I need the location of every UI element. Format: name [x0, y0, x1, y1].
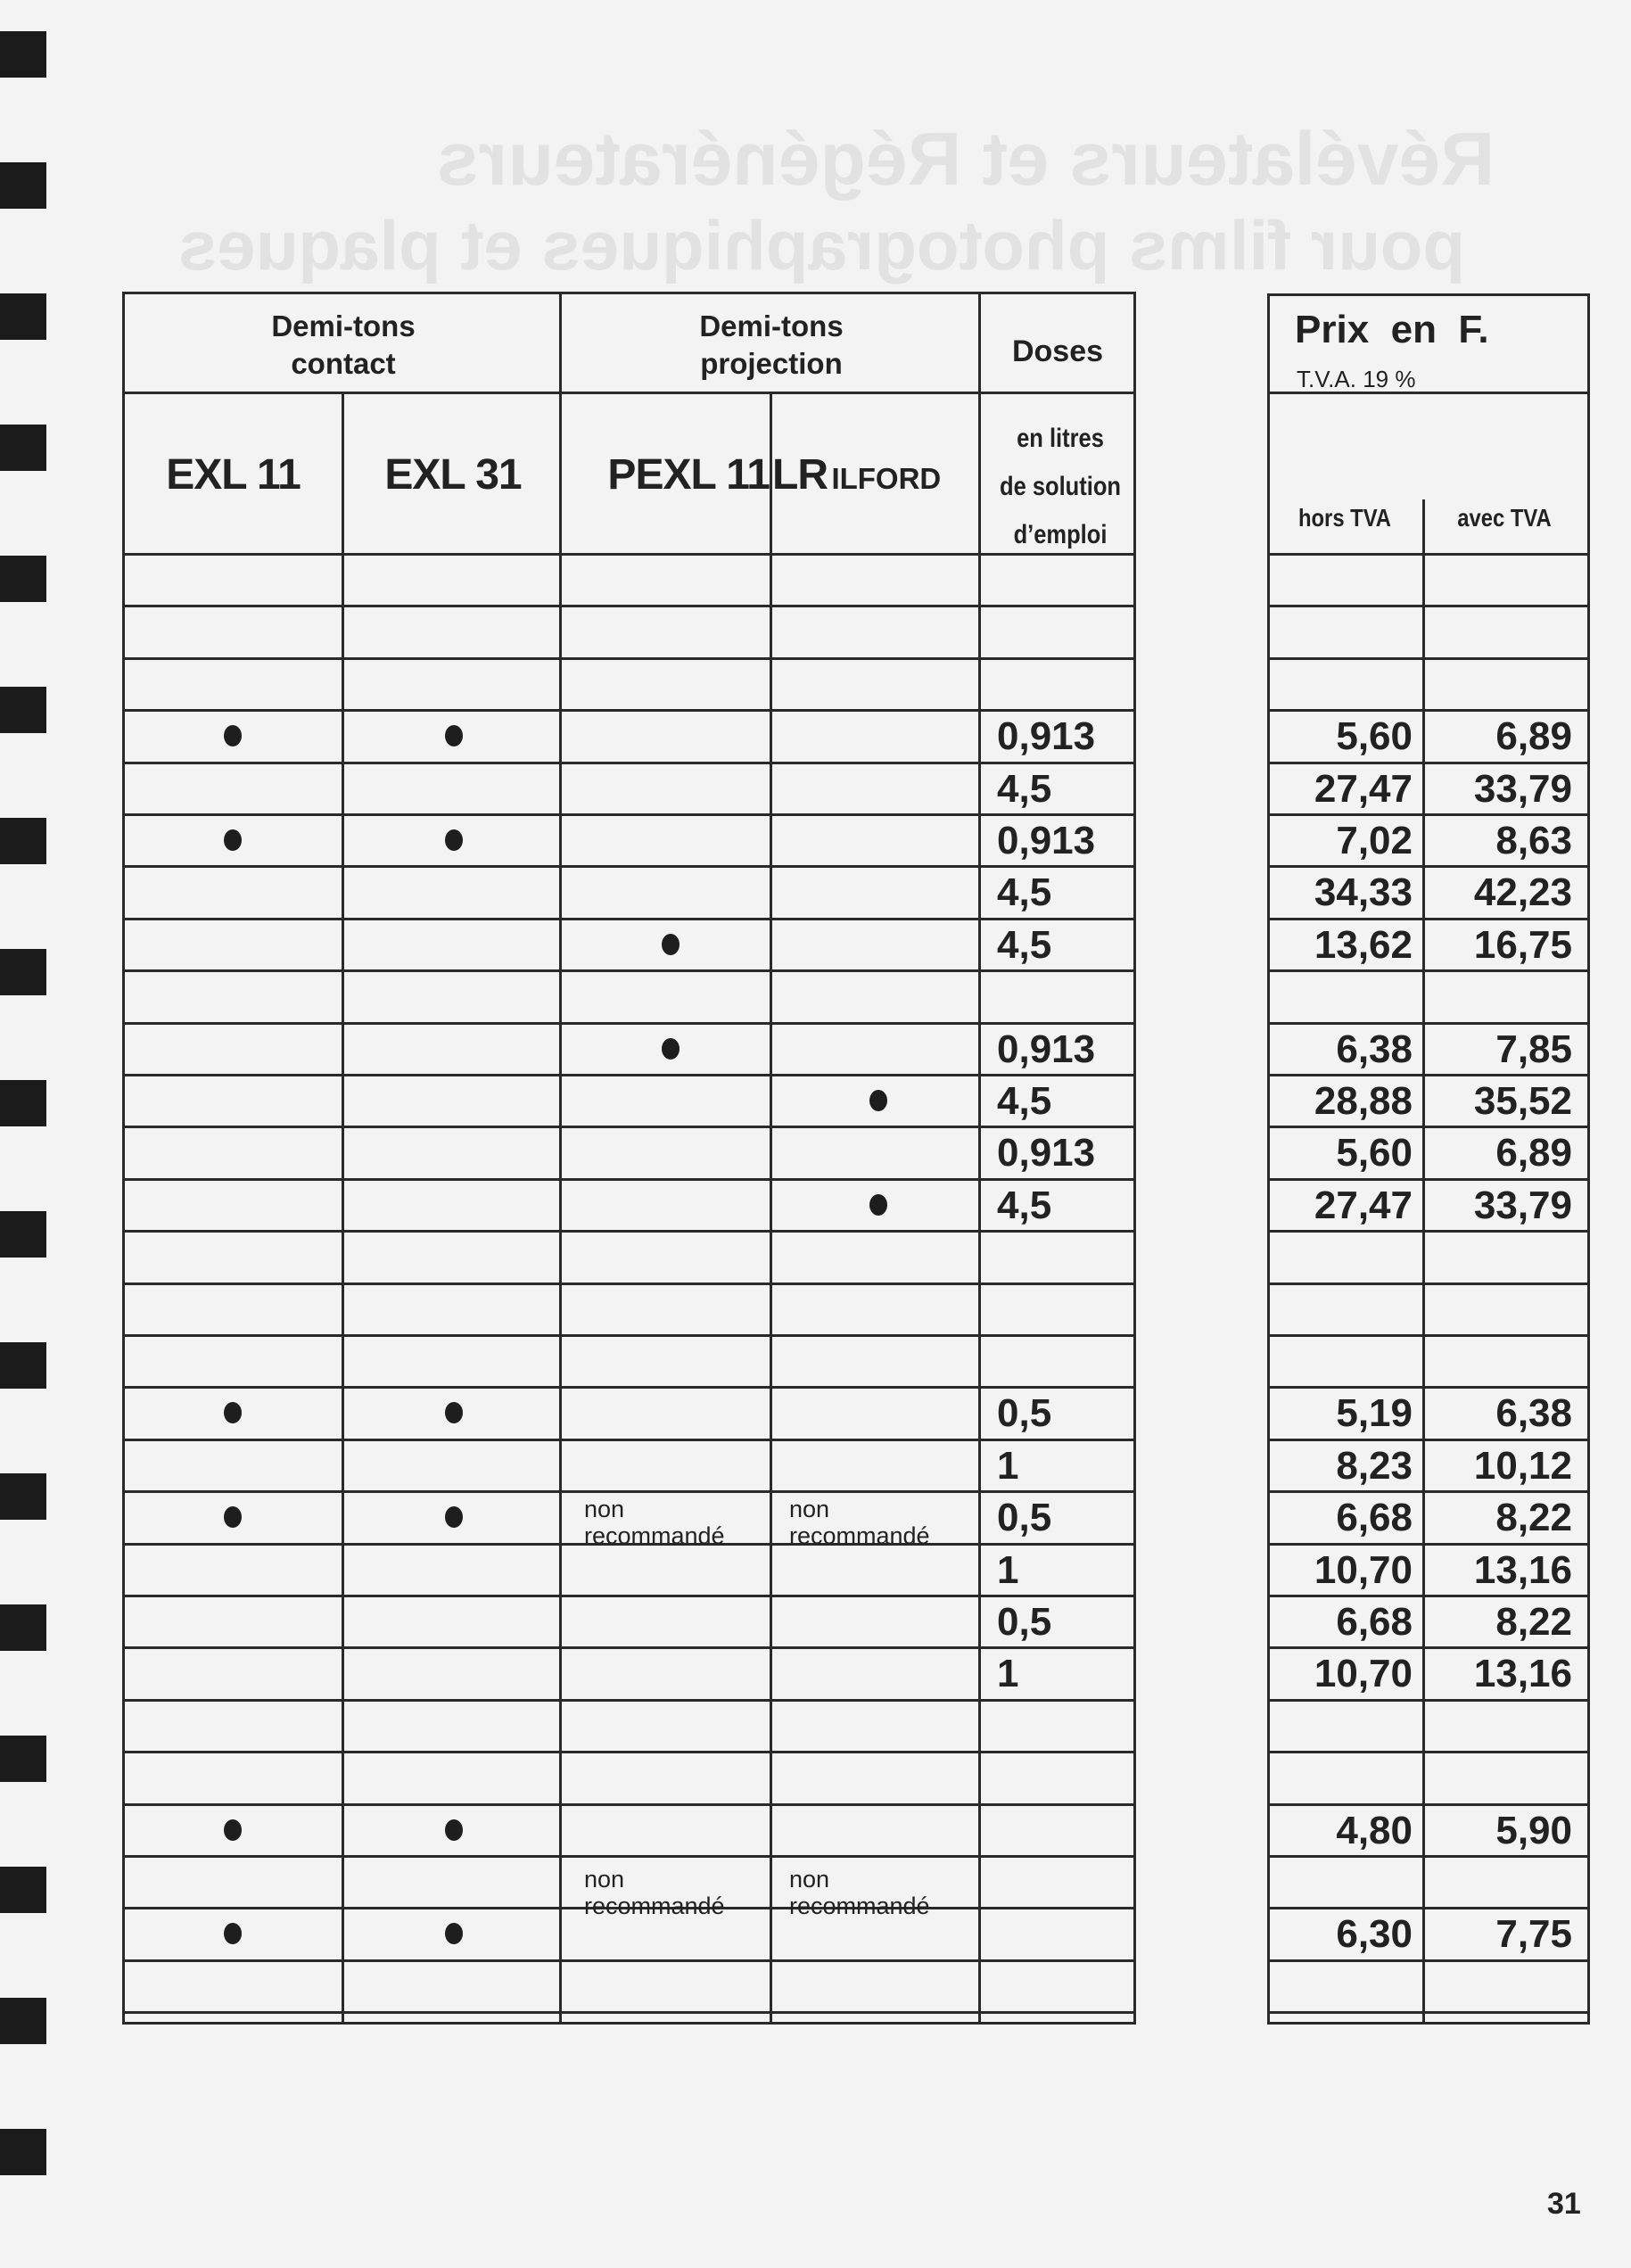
price-hors-tva-value: 5,60	[1336, 714, 1413, 758]
price-avec-tva-value: 35,52	[1473, 1079, 1572, 1123]
price-avec-tva-value: 42,23	[1473, 870, 1572, 914]
col-exl31: EXL 31	[384, 451, 522, 499]
check-dot-exl11	[224, 1506, 242, 1528]
price-row-divider	[1267, 865, 1590, 868]
doses-unit-line-3: d’emploi	[1013, 520, 1108, 549]
price-row-divider	[1267, 1334, 1590, 1337]
dose-value: 4,5	[997, 1079, 1052, 1123]
row-divider	[122, 1855, 1136, 1858]
price-hors-tva-value: 6,30	[1336, 1912, 1413, 1956]
dose-value: 0,913	[997, 714, 1096, 758]
price-row-divider	[1267, 657, 1590, 660]
pexl11-non-recommande-2: non recommandé	[584, 1866, 725, 1919]
sprocket-hole	[0, 949, 46, 995]
price-hors-tva-value: 6,68	[1336, 1600, 1413, 1644]
sprocket-hole	[0, 425, 46, 471]
price-hors-tva-value: 13,62	[1314, 923, 1413, 967]
price-hors-tva-value: 8,23	[1336, 1444, 1413, 1488]
check-dot-pexl11	[662, 934, 680, 955]
check-dot-lr	[869, 1090, 887, 1111]
price-row-divider	[1267, 1490, 1590, 1493]
check-dot-exl31	[445, 1402, 463, 1423]
show-through-title-1: Révélateurs et Régénérateurs	[437, 117, 1495, 201]
dose-value: 0,913	[997, 1131, 1096, 1175]
row-divider	[122, 1699, 1136, 1702]
sprocket-hole	[0, 2129, 46, 2175]
dose-value: 0,913	[997, 1027, 1096, 1071]
sprocket-hole	[0, 1080, 46, 1126]
header-doses: Doses	[1011, 334, 1104, 368]
price-hors-tva-value: 6,68	[1336, 1496, 1413, 1539]
price-hors-tva-value: 27,47	[1314, 1183, 1413, 1227]
price-avec-tva-value: 8,63	[1495, 819, 1572, 862]
price-avec-tva-value: 6,89	[1495, 714, 1572, 758]
row-divider	[122, 1126, 1136, 1128]
check-dot-exl11	[224, 1923, 242, 1944]
row-divider	[122, 813, 1136, 816]
check-dot-pexl11	[662, 1038, 680, 1060]
header-demi-tons-projection: Demi-tons projection	[699, 309, 844, 380]
price-row-divider	[1267, 1282, 1590, 1285]
price-hors-tva-value: 28,88	[1314, 1079, 1413, 1123]
price-avec-tva-value: 10,12	[1473, 1444, 1572, 1488]
dose-value: 1	[997, 1444, 1019, 1488]
sprocket-hole	[0, 1342, 46, 1389]
price-row-divider	[1267, 1959, 1590, 1962]
check-dot-exl31	[445, 829, 463, 851]
row-divider	[122, 865, 1136, 868]
dose-value: 1	[997, 1652, 1019, 1695]
check-dot-exl31	[445, 1506, 463, 1528]
price-row-divider	[1267, 1646, 1590, 1649]
sprocket-hole	[0, 1736, 46, 1782]
check-dot-exl31	[445, 725, 463, 746]
dose-value: 4,5	[997, 767, 1052, 811]
check-dot-exl11	[224, 1402, 242, 1423]
price-row-divider	[1267, 1230, 1590, 1233]
sprocket-hole	[0, 687, 46, 733]
row-divider	[122, 1282, 1136, 1285]
sprocket-hole	[0, 162, 46, 209]
pexl11-non-recommande-1: non recommandé	[584, 1496, 725, 1549]
sprocket-hole	[0, 293, 46, 340]
header-divider	[122, 392, 1136, 394]
sprocket-hole	[0, 1604, 46, 1651]
sprocket-hole	[0, 1473, 46, 1520]
price-hors-tva-value: 10,70	[1314, 1652, 1413, 1695]
check-dot-exl11	[224, 725, 242, 746]
row-divider	[122, 1022, 1136, 1025]
price-avec-tva-value: 5,90	[1495, 1809, 1572, 1852]
row-divider	[122, 605, 1136, 607]
dose-value: 4,5	[997, 1183, 1052, 1227]
row-divider	[122, 918, 1136, 920]
dose-value: 0,5	[997, 1496, 1052, 1539]
price-avec-tva-value: 6,89	[1495, 1131, 1572, 1175]
col-lr-brand: ILFORD	[831, 462, 942, 495]
row-divider	[122, 1074, 1136, 1076]
sprocket-hole	[0, 818, 46, 864]
price-avec-tva-value: 7,75	[1495, 1912, 1572, 1956]
row-divider	[122, 1751, 1136, 1753]
sprocket-hole	[0, 1211, 46, 1258]
dose-value: 1	[997, 1548, 1019, 1592]
price-row-divider	[1267, 553, 1590, 556]
price-row-divider	[1267, 2011, 1590, 2014]
price-hors-tva-value: 34,33	[1314, 870, 1413, 914]
price-row-divider	[1267, 1386, 1590, 1389]
check-dot-exl11	[224, 829, 242, 851]
page-number: 31	[1547, 2187, 1581, 2221]
price-row-divider	[1267, 1595, 1590, 1597]
doses-unit-line-2: de solution	[1000, 472, 1121, 501]
price-hors-tva-value: 7,02	[1336, 819, 1413, 862]
check-dot-exl11	[224, 1819, 242, 1841]
price-row-divider	[1267, 1439, 1590, 1441]
price-hors-tva-value: 5,60	[1336, 1131, 1413, 1175]
price-title: Prix en F.	[1295, 308, 1489, 351]
price-avec-tva-value: 33,79	[1473, 767, 1572, 811]
price-row-divider	[1267, 1855, 1590, 1858]
row-divider	[122, 553, 1136, 556]
row-divider	[122, 1178, 1136, 1181]
row-divider	[122, 1490, 1136, 1493]
header-demi-tons-contact: Demi-tons contact	[271, 309, 416, 380]
show-through-title-2: pour films photographiques et plaques	[178, 206, 1466, 285]
col-pexl11: PEXL 11	[607, 451, 770, 499]
price-row-divider	[1267, 813, 1590, 816]
price-row-divider	[1267, 1803, 1590, 1806]
divider-projection-doses	[978, 292, 981, 2022]
row-divider	[122, 1230, 1136, 1233]
dose-value: 0,5	[997, 1391, 1052, 1435]
price-row-divider	[1267, 1751, 1590, 1753]
price-row-divider	[1267, 709, 1590, 712]
row-divider	[122, 1334, 1136, 1337]
price-row-divider	[1267, 605, 1590, 607]
price-row-divider	[1267, 969, 1590, 972]
divider-pexl11-lr	[770, 393, 772, 2022]
row-divider	[122, 1959, 1136, 1962]
lr-non-recommande-2: non recommandé	[789, 1866, 930, 1919]
divider-exl11-exl31	[342, 393, 344, 2022]
col-lr-label: LR	[772, 451, 828, 499]
col-exl11: EXL 11	[166, 451, 301, 499]
price-row-divider	[1267, 1022, 1590, 1025]
row-divider	[122, 1386, 1136, 1389]
dose-value: 4,5	[997, 870, 1052, 914]
row-divider	[122, 709, 1136, 712]
row-divider	[122, 1439, 1136, 1441]
price-row-divider	[1267, 762, 1590, 764]
price-avec-tva-value: 13,16	[1473, 1652, 1572, 1695]
check-dot-exl31	[445, 1819, 463, 1841]
price-row-divider	[1267, 1126, 1590, 1128]
price-row-divider	[1267, 1178, 1590, 1181]
sprocket-hole	[0, 1998, 46, 2044]
sprocket-hole	[0, 1867, 46, 1913]
developer-table	[122, 292, 1136, 2025]
price-hors-tva-value: 4,80	[1336, 1809, 1413, 1852]
price-row-divider	[1267, 918, 1590, 920]
price-hors-tva-value: 6,38	[1336, 1027, 1413, 1071]
row-divider	[122, 657, 1136, 660]
price-avec-tva: avec TVA	[1457, 504, 1552, 532]
sprocket-hole	[0, 31, 46, 78]
col-doses-unit	[996, 415, 1125, 559]
lr-non-recommande-1: non recommandé	[789, 1496, 930, 1549]
price-avec-tva-value: 7,85	[1495, 1027, 1572, 1071]
divider-contact-projection	[559, 292, 562, 2022]
price-hors-tva: hors TVA	[1297, 504, 1392, 532]
row-divider	[122, 1646, 1136, 1649]
check-dot-lr	[869, 1194, 887, 1216]
row-divider	[122, 1803, 1136, 1806]
price-avec-tva-value: 8,22	[1495, 1600, 1572, 1644]
price-hors-tva-value: 27,47	[1314, 767, 1413, 811]
price-row-divider	[1267, 1907, 1590, 1909]
dose-value: 4,5	[997, 923, 1052, 967]
price-avec-tva-value: 16,75	[1473, 923, 1572, 967]
price-tva-rate: T.V.A. 19 %	[1297, 366, 1416, 392]
row-divider	[122, 2011, 1136, 2014]
price-row-divider	[1267, 1699, 1590, 1702]
price-hors-tva-value: 10,70	[1314, 1548, 1413, 1592]
price-row-divider	[1267, 1074, 1590, 1076]
sprocket-hole	[0, 556, 46, 602]
price-row-divider	[1267, 1543, 1590, 1546]
row-divider	[122, 762, 1136, 764]
price-avec-tva-value: 33,79	[1473, 1183, 1572, 1227]
price-avec-tva-value: 8,22	[1495, 1496, 1572, 1539]
dose-value: 0,5	[997, 1600, 1052, 1644]
price-avec-tva-value: 6,38	[1495, 1391, 1572, 1435]
col-lr	[772, 450, 981, 499]
price-avec-tva-value: 13,16	[1473, 1548, 1572, 1592]
row-divider	[122, 969, 1136, 972]
row-divider	[122, 1595, 1136, 1597]
doses-unit-line-1: en litres	[1017, 424, 1104, 453]
check-dot-exl31	[445, 1923, 463, 1944]
dose-value: 0,913	[997, 819, 1096, 862]
price-hors-tva-value: 5,19	[1336, 1391, 1413, 1435]
